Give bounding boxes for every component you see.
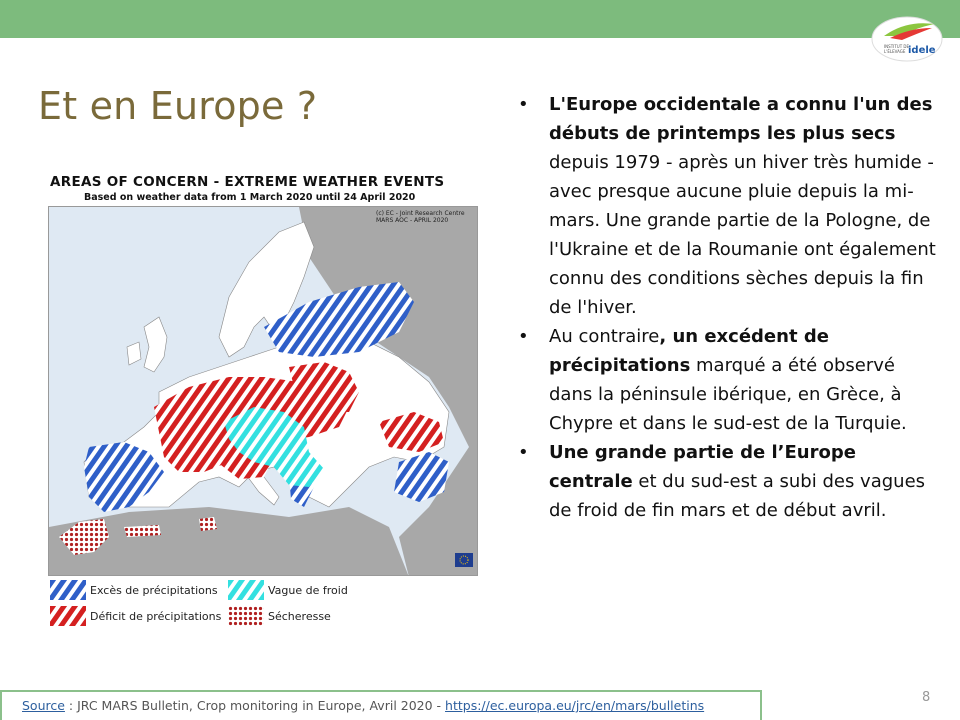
- bullet-item: [512, 90, 942, 322]
- legend-cold: [228, 580, 348, 600]
- bullet-dot-icon: •: [518, 442, 529, 463]
- bullet-list: [512, 90, 942, 525]
- bullet-text: et du sud-est a subi des vagues de froid de fin mars et de début avril.: [549, 471, 926, 521]
- cold-swatch-icon: [228, 580, 264, 600]
- map-subtitle: Based on weather data from 1 March 2020 until 24 April 2020: [84, 192, 416, 203]
- deficit-swatch-icon: [50, 606, 86, 626]
- top-color-bar: [0, 0, 960, 38]
- svg-text:INSTITUT DE: INSTITUT DE: [884, 44, 910, 49]
- drought-swatch-icon: [228, 606, 264, 626]
- legend-drought: [228, 606, 331, 626]
- source-text: : JRC MARS Bulletin, Crop monitoring in Europe, Avril 2020 -: [64, 698, 446, 713]
- legend-excess-label: Excès de précipitations: [90, 583, 218, 597]
- bullet-bold-text: L'Europe occidentale a connu l'un des débuts de printemps les plus secs: [549, 94, 933, 144]
- page-number: 8: [922, 690, 931, 705]
- svg-text:idele: idele: [908, 45, 936, 56]
- bullet-dot-icon: •: [518, 326, 529, 347]
- bullet-text: depuis 1979 - après un hiver très humide - avec presque aucune pluie depuis la mi-mars. Une grande partie de la Pologne, de l'Ukraine et de la Roumanie ont également connu des conditions sèches depuis la fin de l'hiver.: [549, 152, 936, 318]
- bullet-text: marqué a été observé dans la péninsule ibérique, en Grèce, à Chypre et dans le sud-est de la Turquie.: [549, 355, 907, 434]
- map-legend: [50, 578, 380, 628]
- map-credit: [376, 210, 476, 224]
- legend-excess: [50, 580, 218, 600]
- map-canvas: [48, 206, 478, 576]
- bullet-bold-text: , un excédent de précipitations: [549, 326, 829, 376]
- source-label-link[interactable]: Source: [22, 698, 65, 713]
- weather-map: [46, 172, 480, 576]
- map-credit-line: MARS AOC - APRIL 2020: [376, 217, 449, 224]
- idele-logo: [870, 14, 944, 64]
- bullet-text: Au contraire: [549, 326, 660, 347]
- slide-title: Et en Europe ?: [38, 84, 318, 128]
- excess-swatch-icon: [50, 580, 86, 600]
- bullet-bold-text: Une grande partie de l’Europe centrale: [549, 442, 856, 492]
- legend-cold-label: Vague de froid: [268, 583, 348, 597]
- legend-drought-label: Sécheresse: [268, 609, 331, 623]
- source-url-link[interactable]: https://ec.europa.eu/jrc/en/mars/bulletins: [445, 698, 705, 713]
- bullet-item: [512, 322, 942, 438]
- bullet-item: [512, 438, 942, 525]
- svg-text:L'ÉLEVAGE: L'ÉLEVAGE: [884, 49, 906, 54]
- legend-deficit: [50, 606, 221, 626]
- bullet-dot-icon: •: [518, 94, 529, 115]
- map-credit-line: (c) EC - Joint Research Centre: [376, 210, 465, 217]
- source-footer: [0, 690, 762, 720]
- map-title: AREAS OF CONCERN - EXTREME WEATHER EVENTS: [50, 174, 445, 190]
- legend-deficit-label: Déficit de précipitations: [90, 609, 222, 623]
